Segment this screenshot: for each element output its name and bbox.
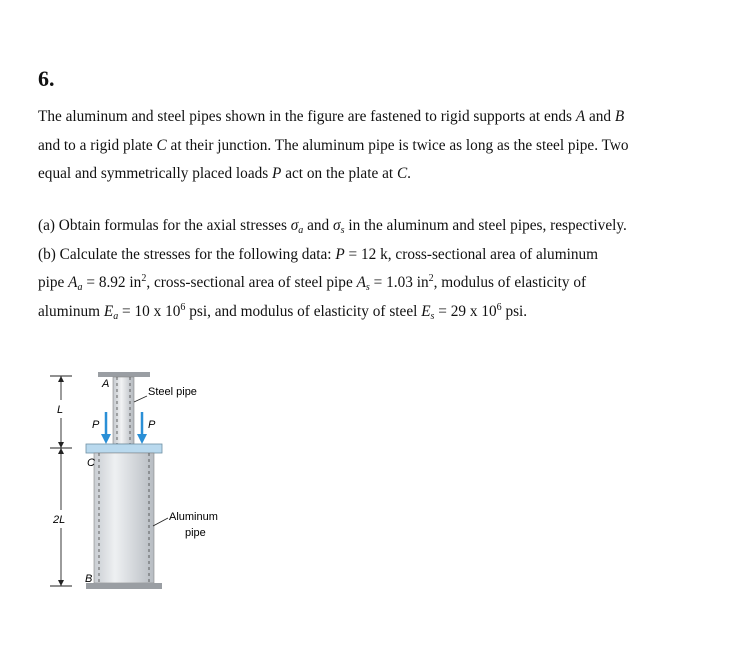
- problem-parts: [38, 212, 698, 326]
- label-c: C: [87, 457, 95, 469]
- problem-statement: [38, 103, 698, 189]
- pipe-figure: [40, 360, 280, 600]
- label-a: A: [102, 378, 110, 390]
- top-support: [98, 372, 150, 377]
- label-2l: 2L: [53, 514, 66, 526]
- part-b-line-3: aluminum $E_a = 10$ x $10^6$ psi, and modulus of elasticity of steel $E_s = 29$ x $10^6$ psi.: [38, 301, 528, 322]
- label-p-right: P: [148, 419, 156, 431]
- label-l: L: [57, 404, 64, 416]
- load-arrow-right: [137, 412, 147, 444]
- statement-line-1: The aluminum and steel pipes shown in the figure are fastened to rigid supports at ends A and B: [38, 108, 625, 125]
- statement-line-3: equal and symmetrically placed loads P act on the plate at C.: [38, 165, 411, 182]
- label-aluminum: Aluminum: [169, 511, 218, 523]
- statement-line-2: and to a rigid plate C at their junction. The aluminum pipe is twice as long as the steel pipe. Two: [38, 136, 629, 154]
- part-b-line-2: pipe $A_a = 8.92$ $in^2$, cross-sectional area of steel pipe $A_s = 1.03$ $in^2$, modulus of elasticity of: [38, 273, 587, 293]
- steel-pipe: [113, 377, 134, 444]
- label-steel-pipe: Steel pipe: [148, 386, 197, 398]
- bottom-support: [86, 583, 162, 589]
- part-b-line-1: (b) Calculate the stresses for the following data: P = 12 k, cross-sectional area of aluminum: [38, 245, 599, 263]
- load-arrow-left: [101, 412, 111, 444]
- label-p-left: P: [92, 419, 100, 431]
- rigid-plate-c: [86, 444, 162, 453]
- part-a: (a) Obtain formulas for the axial stresses $\sigma_a$ and $\sigma_s$ in the aluminum and steel pipes, respectively.: [38, 217, 627, 236]
- label-b: B: [85, 573, 93, 585]
- label-aluminum-pipe: pipe: [185, 527, 206, 539]
- problem-number: 6.: [38, 66, 55, 91]
- aluminum-pipe: [94, 453, 154, 583]
